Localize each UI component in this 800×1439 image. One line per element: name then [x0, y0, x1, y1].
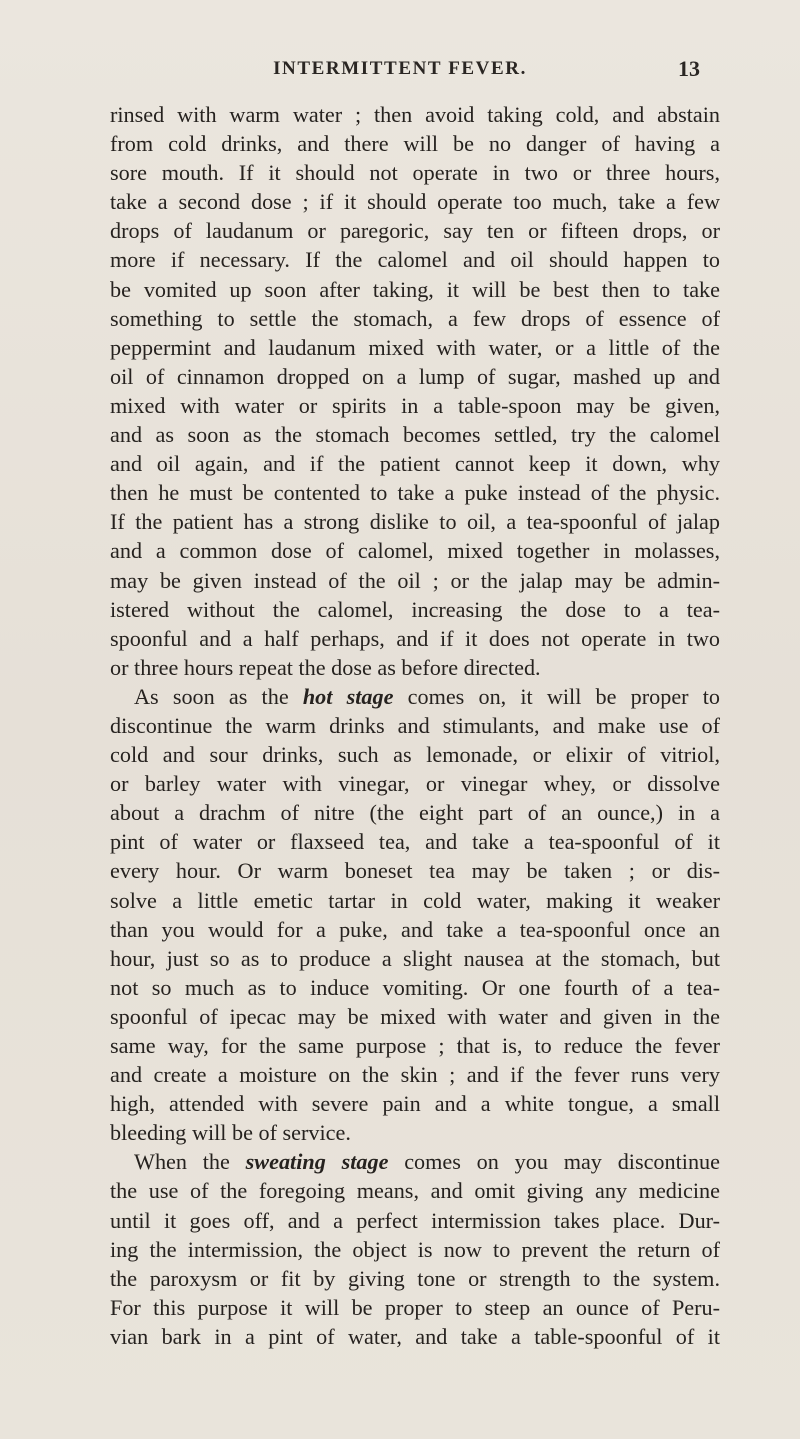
text-line: spoonful of ipecac may be mixed with water and given in the — [110, 1003, 720, 1029]
text-line: take a second dose ; if it should operate too much, take a few — [110, 189, 720, 215]
text-line: sore mouth. If it should not operate in two or three hours, — [110, 160, 720, 186]
text-line: or three hours repeat the dose as before directed. — [110, 654, 541, 680]
text-line — [110, 1147, 720, 1176]
text-line: istered without the calomel, increasing the dose to a tea- — [110, 596, 720, 622]
text-line: be vomited up soon after taking, it will be best then to take — [110, 276, 720, 302]
text-line — [110, 682, 720, 711]
page-number: 13 — [678, 56, 700, 81]
text-line: If the patient has a strong dislike to oil, a tea-spoonful of jalap — [110, 509, 720, 535]
text-line: not so much as to induce vomiting. Or one fourth of a tea- — [110, 974, 720, 1000]
text-line: For this purpose it will be proper to steep an ounce of Peru- — [110, 1294, 720, 1320]
text-line: vian bark in a pint of water, and take a table-spoonful of it — [110, 1323, 720, 1349]
text-line: and a common dose of calomel, mixed together in molasses, — [110, 538, 720, 564]
text-line: mixed with water or spirits in a table-spoon may be given, — [110, 392, 720, 418]
text-line: pint of water or flaxseed tea, and take a tea-spoonful of it — [110, 829, 720, 855]
text-line: peppermint and laudanum mixed with water, or a little of the — [110, 334, 720, 360]
text-line: more if necessary. If the calomel and oil should happen to — [110, 247, 720, 273]
text-line: than you would for a puke, and take a tea-spoonful once an — [110, 916, 720, 942]
text-line: and as soon as the stomach becomes settled, try the calomel — [110, 422, 720, 448]
text-fragment: comes on you may discontinue — [388, 1149, 720, 1175]
text-line: hour, just so as to produce a slight nausea at the stomach, but — [110, 945, 720, 971]
text-line: spoonful and a half perhaps, and if it does not operate in two — [110, 625, 720, 651]
text-line: the use of the foregoing means, and omit giving any medicine — [110, 1178, 720, 1204]
text-line: and create a moisture on the skin ; and if the fever runs very — [110, 1062, 720, 1088]
text-line: and oil again, and if the patient cannot keep it down, why — [110, 451, 720, 477]
text-line: same way, for the same purpose ; that is, to reduce the fever — [110, 1033, 720, 1058]
text-line: discontinue the warm drinks and stimulants, and make use of — [110, 712, 720, 738]
text-fragment: comes on, it will be proper to — [393, 683, 720, 709]
text-fragment: As soon as the — [134, 683, 303, 709]
text-line: may be given instead of the oil ; or the jalap may be admin- — [110, 567, 720, 593]
text-fragment: When the — [134, 1149, 246, 1175]
paragraph-treatment — [110, 100, 720, 682]
text-line: high, attended with severe pain and a white tongue, a small — [110, 1091, 720, 1117]
text-line: ing the intermission, the object is now to prevent the return of — [110, 1236, 720, 1262]
text-line: cold and sour drinks, such as lemonade, or elixir of vitriol, — [110, 742, 720, 768]
hot-stage-term: hot stage — [302, 683, 394, 709]
text-line: rinsed with warm water ; then avoid taking cold, and abstain — [110, 102, 720, 127]
text-line: then he must be contented to take a puke instead of the physic. — [110, 480, 720, 506]
text-line: every hour. Or warm boneset tea may be taken ; or dis- — [110, 858, 720, 884]
text-line: drops of laudanum or paregoric, say ten or fifteen drops, or — [110, 218, 720, 244]
paragraph-sweating-stage — [110, 1147, 720, 1351]
running-head — [0, 58, 800, 88]
text-line: oil of cinnamon dropped on a lump of sugar, mashed up and — [110, 363, 720, 389]
sweating-stage-term: sweating stage — [245, 1149, 389, 1175]
text-line: the paroxysm or fit by giving tone or strength to the system. — [110, 1265, 720, 1291]
text-line: or barley water with vinegar, or vinegar whey, or dissolve — [110, 771, 720, 797]
text-line: from cold drinks, and there will be no danger of having a — [110, 131, 720, 157]
text-line: about a drachm of nitre (the eight part of an ounce,) in a — [110, 800, 720, 826]
text-line: bleeding will be of service. — [110, 1120, 351, 1146]
text-line: solve a little emetic tartar in cold water, making it weaker — [110, 887, 720, 913]
running-title: INTERMITTENT FEVER. — [273, 58, 527, 79]
paragraph-hot-stage — [110, 682, 720, 1148]
text-line: something to settle the stomach, a few drops of essence of — [110, 305, 720, 331]
text-line: until it goes off, and a perfect intermission takes place. Dur- — [110, 1207, 720, 1233]
body-text — [110, 100, 720, 1351]
